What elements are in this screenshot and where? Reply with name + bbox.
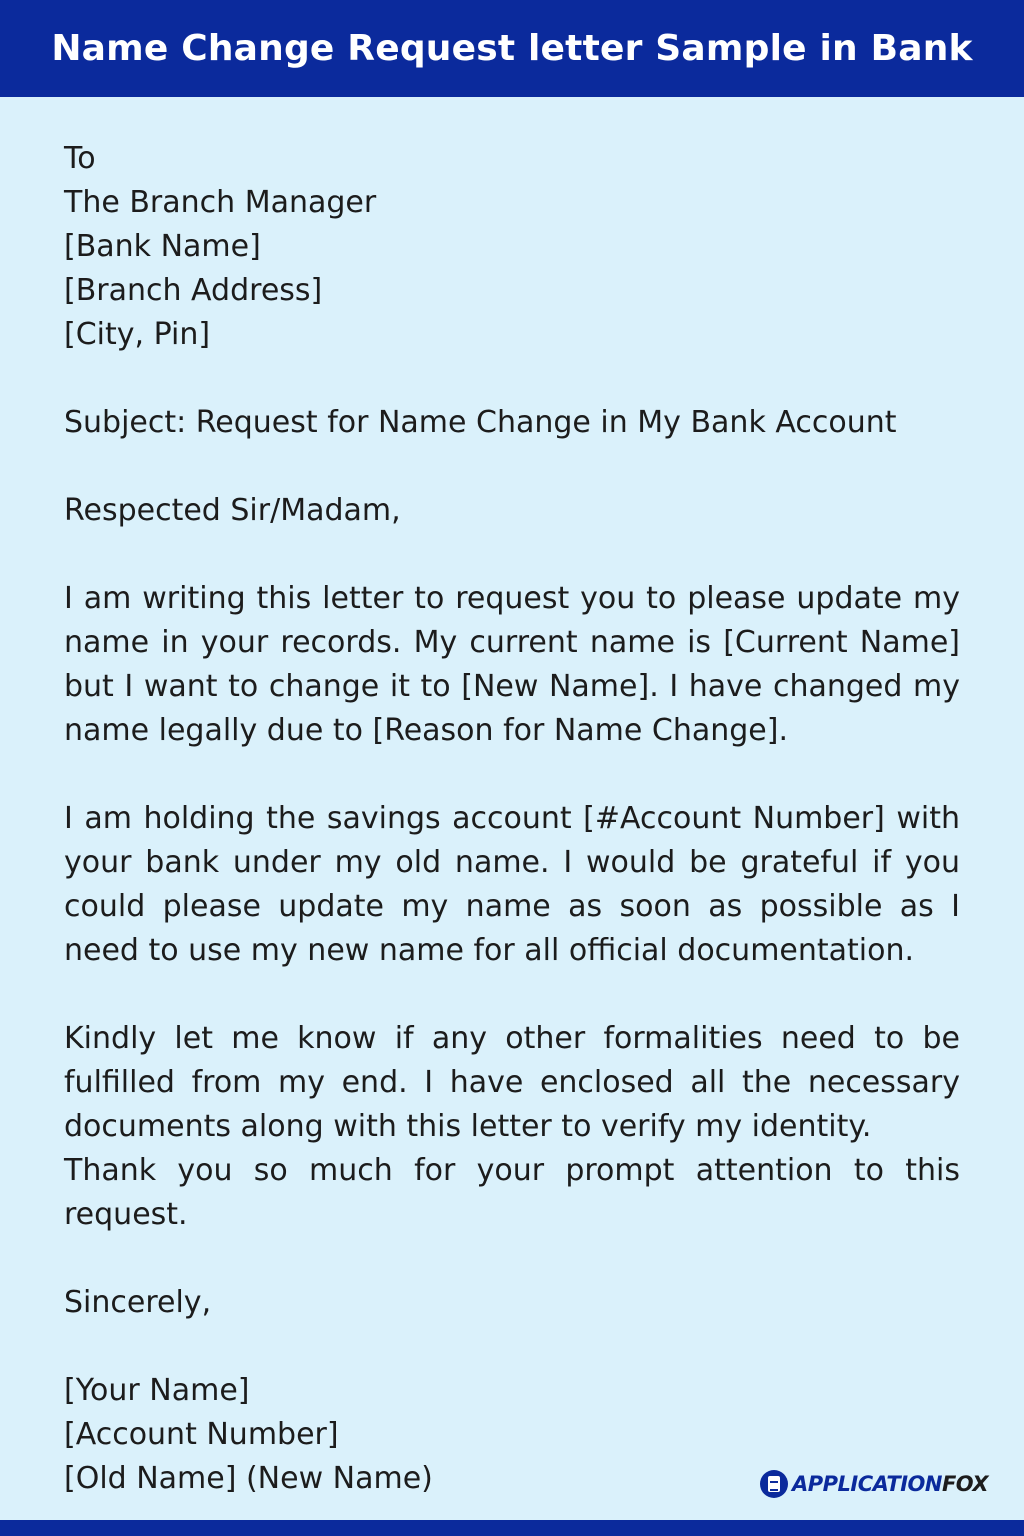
body-paragraph: Kindly let me know if any other formalities need to be fulfilled from my end. I have enclosed all the necessary documents along with this letter to verify my identity. <box>64 1021 960 1144</box>
closing: Sincerely, <box>64 1285 212 1320</box>
body-paragraph: Thank you so much for your prompt attention to this request. <box>64 1153 960 1232</box>
address-line: [Branch Address] <box>64 273 323 308</box>
page-title: Name Change Request letter Sample in Bank <box>51 28 973 69</box>
letter-body <box>64 137 960 1501</box>
signature-line: [Old Name] (New Name) <box>64 1461 433 1496</box>
brand-name-part2: FOX <box>941 1472 989 1496</box>
page-header <box>0 0 1024 97</box>
subject-line: Subject: Request for Name Change in My Bank Account <box>64 405 897 440</box>
address-line: The Branch Manager <box>64 185 377 220</box>
salutation: Respected Sir/Madam, <box>64 493 401 528</box>
signature-line: [Your Name] <box>64 1373 250 1408</box>
address-line: [Bank Name] <box>64 229 261 264</box>
document-icon <box>760 1470 788 1498</box>
signature-line: [Account Number] <box>64 1417 339 1452</box>
body-paragraph: I am holding the savings account [#Account Number] with your bank under my old name. I would be grateful if you could please update my name as soon as possible as I need to use my new name for all official documentation. <box>64 801 960 968</box>
brand-name <box>792 1472 988 1496</box>
brand-logo <box>760 1470 988 1498</box>
address-line: [City, Pin] <box>64 317 211 352</box>
footer-bar <box>0 1520 1024 1536</box>
address-line: To <box>64 141 96 176</box>
body-paragraph: I am writing this letter to request you to please update my name in your records. My current name is [Current Name] but I want to change it to [New Name]. I have changed my name legally due to [Reason for Name Change]. <box>64 581 960 748</box>
brand-name-part1: APPLICATION <box>792 1472 942 1496</box>
recipient-address <box>64 137 960 357</box>
